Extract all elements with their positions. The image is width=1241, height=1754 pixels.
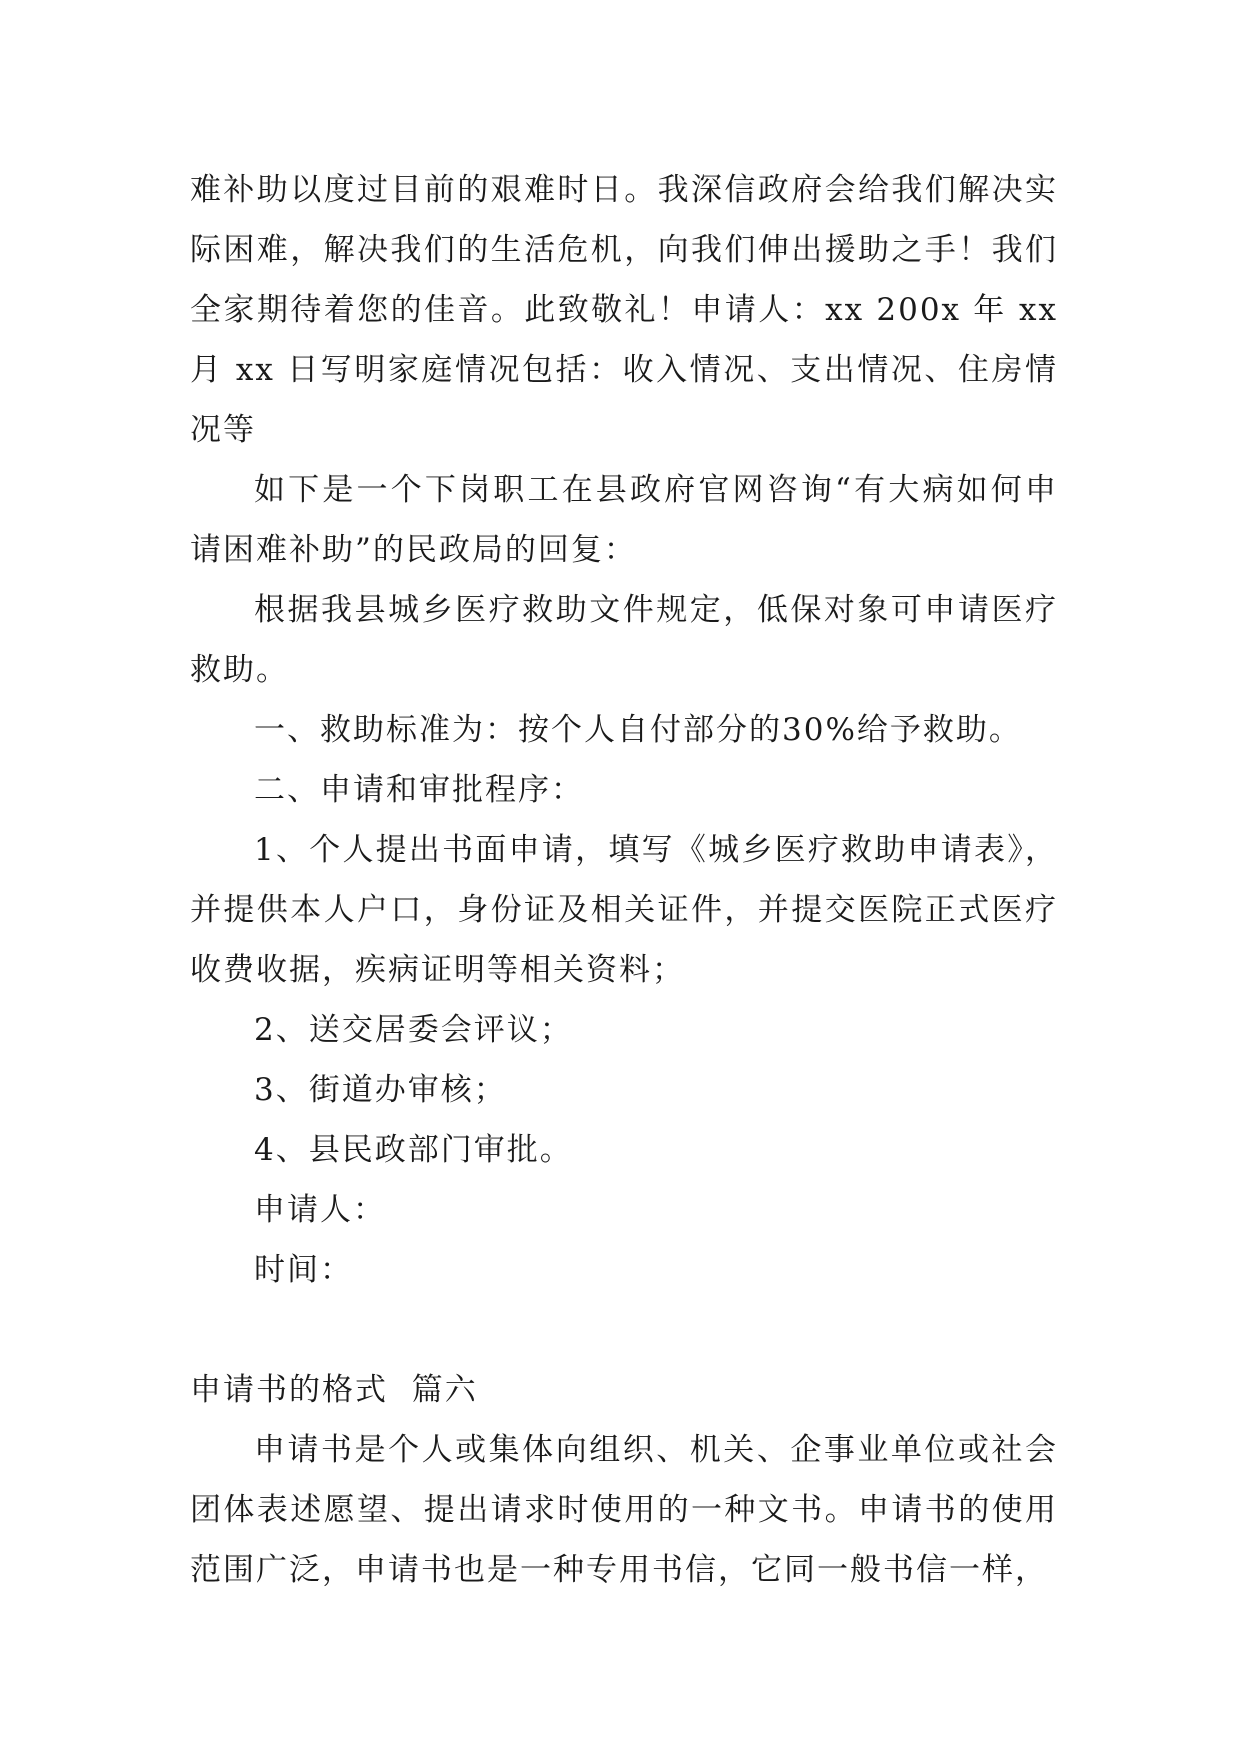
paragraph-intro-reply: 如下是一个下岗职工在县政府官网咨询“有大病如何申请困难补助”的民政局的回复：	[190, 472, 1058, 568]
paragraph-step-4: 4、县民政部门审批。	[254, 1132, 573, 1168]
section-title: 申请书的格式 篇六	[190, 1372, 478, 1408]
paragraph-step-3: 3、街道办审核；	[254, 1072, 507, 1108]
paragraph-aid-standard: 一、救助标准为：按个人自付部分的30%给予救助。	[254, 712, 1022, 748]
paragraph-regulation: 根据我县城乡医疗救助文件规定，低保对象可申请医疗救助。	[190, 592, 1058, 688]
document-body	[190, 160, 1058, 1600]
time-label: 时间：	[254, 1252, 353, 1288]
paragraph-procedure-heading: 二、申请和审批程序：	[254, 772, 584, 808]
paragraph-section-body: 申请书是个人或集体向组织、机关、企事业单位或社会团体表述愿望、提出请求时使用的一种文书。申请书的使用范围广泛，申请书也是一种专用书信，它同一般书信一样，	[190, 1432, 1058, 1588]
paragraph-step-2: 2、送交居委会评议；	[254, 1012, 573, 1048]
paragraph-step-1: 1、个人提出书面申请，填写《城乡医疗救助申请表》，并提供本人户口，身份证及相关证件，并提交医院正式医疗收费收据，疾病证明等相关资料；	[190, 832, 1058, 988]
paragraph-continuation: 难补助以度过目前的艰难时日。我深信政府会给我们解决实际困难，解决我们的生活危机，向我们伸出援助之手！我们全家期待着您的佳音。此致敬礼！申请人：xx 200x 年 xx 月 xx 日写明家庭情况包括：收入情况、支出情况、住房情况等	[190, 172, 1058, 448]
applicant-label: 申请人：	[254, 1192, 386, 1228]
